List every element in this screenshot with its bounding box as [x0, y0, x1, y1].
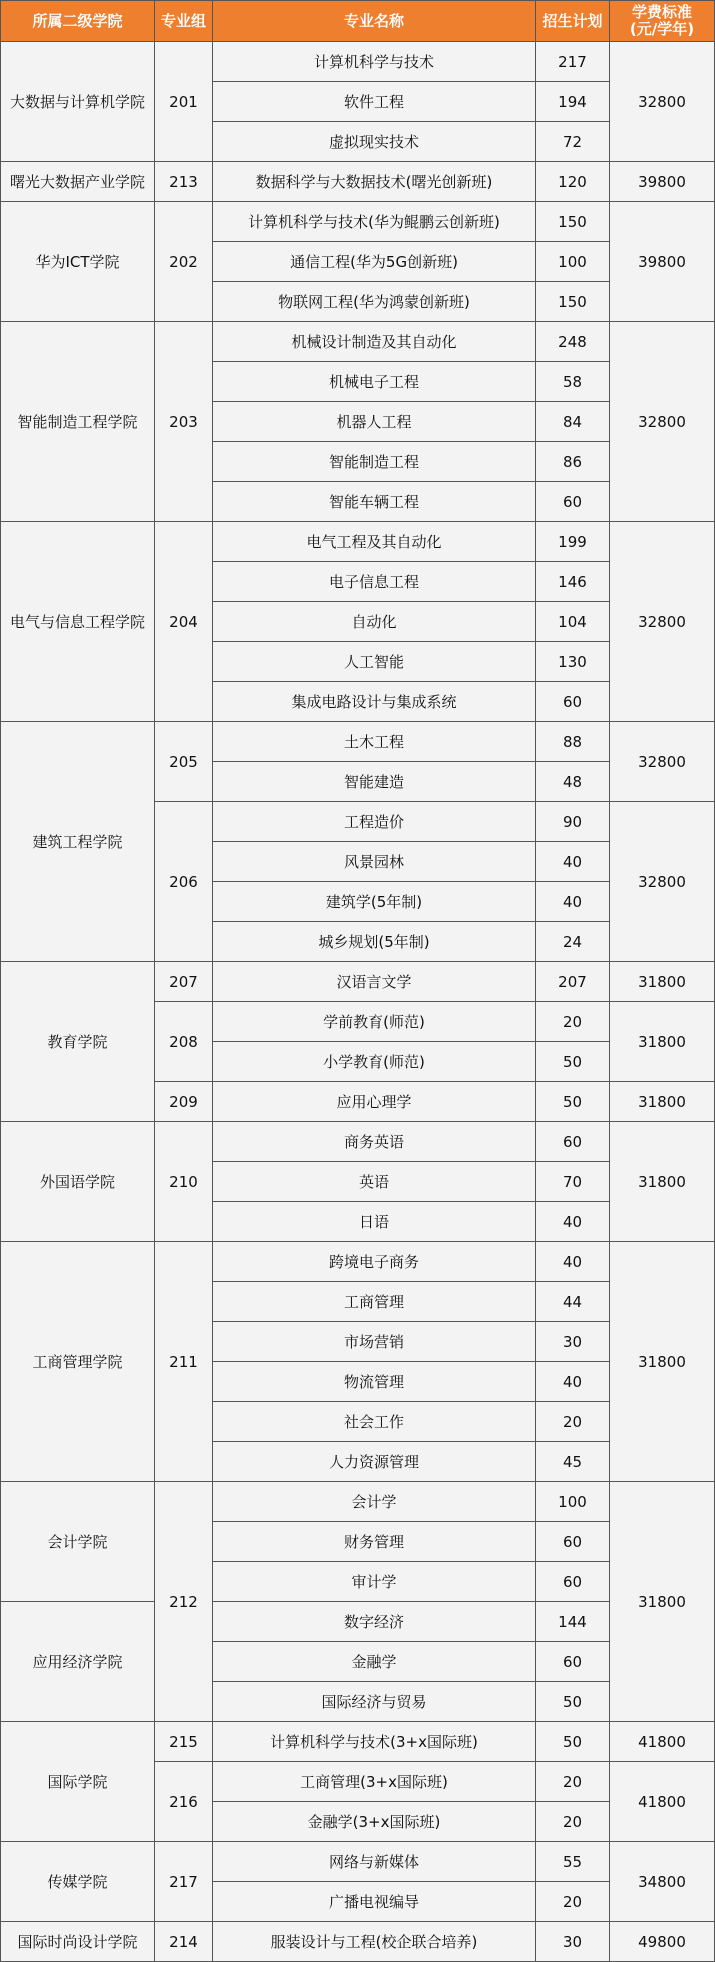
major-name-cell: 小学教育(师范) — [213, 1042, 536, 1082]
plan-count-cell: 130 — [536, 642, 610, 682]
header-group: 专业组 — [155, 1, 213, 42]
major-name-cell: 物流管理 — [213, 1362, 536, 1402]
group-code-cell: 209 — [155, 1082, 213, 1122]
major-name-cell: 应用心理学 — [213, 1082, 536, 1122]
plan-count-cell: 60 — [536, 682, 610, 722]
header-fee — [610, 1, 715, 42]
plan-count-cell: 20 — [536, 1762, 610, 1802]
major-name-cell: 智能建造 — [213, 762, 536, 802]
header-fee-line1: 学费标准 — [631, 3, 692, 21]
plan-count-cell: 45 — [536, 1442, 610, 1482]
table-row — [1, 1722, 715, 1762]
tuition-fee-cell: 31800 — [610, 1242, 715, 1482]
major-name-cell: 自动化 — [213, 602, 536, 642]
header-college: 所属二级学院 — [1, 1, 155, 42]
table-row — [1, 1242, 715, 1282]
major-name-cell: 软件工程 — [213, 82, 536, 122]
table-row — [1, 1922, 715, 1962]
major-name-cell: 风景园林 — [213, 842, 536, 882]
plan-count-cell: 146 — [536, 562, 610, 602]
tuition-fee-cell: 31800 — [610, 1122, 715, 1242]
plan-count-cell: 60 — [536, 1522, 610, 1562]
tuition-fee-cell: 31800 — [610, 962, 715, 1002]
tuition-fee-cell: 41800 — [610, 1762, 715, 1842]
major-name-cell: 城乡规划(5年制) — [213, 922, 536, 962]
plan-count-cell: 48 — [536, 762, 610, 802]
plan-count-cell: 150 — [536, 202, 610, 242]
major-name-cell: 人力资源管理 — [213, 1442, 536, 1482]
tuition-fee-cell: 39800 — [610, 202, 715, 322]
plan-count-cell: 40 — [536, 1242, 610, 1282]
table-header — [1, 1, 715, 42]
major-name-cell: 数据科学与大数据技术(曙光创新班) — [213, 162, 536, 202]
plan-count-cell: 40 — [536, 1202, 610, 1242]
plan-count-cell: 50 — [536, 1082, 610, 1122]
table-row — [1, 1122, 715, 1162]
table-row — [1, 1482, 715, 1522]
group-code-cell: 205 — [155, 722, 213, 802]
group-code-cell: 214 — [155, 1922, 213, 1962]
plan-count-cell: 207 — [536, 962, 610, 1002]
major-name-cell: 跨境电子商务 — [213, 1242, 536, 1282]
plan-count-cell: 70 — [536, 1162, 610, 1202]
major-name-cell: 电气工程及其自动化 — [213, 522, 536, 562]
plan-count-cell: 194 — [536, 82, 610, 122]
plan-count-cell: 20 — [536, 1802, 610, 1842]
plan-count-cell: 30 — [536, 1322, 610, 1362]
major-name-cell: 计算机科学与技术(3+x国际班) — [213, 1722, 536, 1762]
plan-count-cell: 20 — [536, 1402, 610, 1442]
college-name-cell: 传媒学院 — [1, 1842, 155, 1922]
plan-count-cell: 217 — [536, 42, 610, 82]
plan-count-cell: 248 — [536, 322, 610, 362]
plan-count-cell: 20 — [536, 1002, 610, 1042]
major-name-cell: 审计学 — [213, 1562, 536, 1602]
plan-count-cell: 60 — [536, 482, 610, 522]
group-code-cell: 210 — [155, 1122, 213, 1242]
tuition-fee-cell: 32800 — [610, 322, 715, 522]
plan-count-cell: 30 — [536, 1922, 610, 1962]
header-major: 专业名称 — [213, 1, 536, 42]
major-name-cell: 广播电视编导 — [213, 1882, 536, 1922]
plan-count-cell: 60 — [536, 1642, 610, 1682]
major-name-cell: 服装设计与工程(校企联合培养) — [213, 1922, 536, 1962]
tuition-fee-cell: 32800 — [610, 802, 715, 962]
major-name-cell: 学前教育(师范) — [213, 1002, 536, 1042]
plan-count-cell: 199 — [536, 522, 610, 562]
plan-count-cell: 100 — [536, 242, 610, 282]
plan-count-cell: 84 — [536, 402, 610, 442]
table-row — [1, 522, 715, 562]
plan-count-cell: 90 — [536, 802, 610, 842]
group-code-cell: 208 — [155, 1002, 213, 1082]
plan-count-cell: 50 — [536, 1722, 610, 1762]
plan-count-cell: 86 — [536, 442, 610, 482]
plan-count-cell: 100 — [536, 1482, 610, 1522]
plan-count-cell: 50 — [536, 1042, 610, 1082]
major-name-cell: 机械电子工程 — [213, 362, 536, 402]
major-name-cell: 集成电路设计与集成系统 — [213, 682, 536, 722]
college-name-cell: 曙光大数据产业学院 — [1, 162, 155, 202]
group-code-cell: 206 — [155, 802, 213, 962]
major-name-cell: 土木工程 — [213, 722, 536, 762]
tuition-fee-cell: 49800 — [610, 1922, 715, 1962]
major-name-cell: 金融学(3+x国际班) — [213, 1802, 536, 1842]
college-name-cell: 建筑工程学院 — [1, 722, 155, 962]
group-code-cell: 213 — [155, 162, 213, 202]
plan-count-cell: 58 — [536, 362, 610, 402]
major-name-cell: 财务管理 — [213, 1522, 536, 1562]
major-name-cell: 汉语言文学 — [213, 962, 536, 1002]
plan-count-cell: 40 — [536, 842, 610, 882]
major-name-cell: 国际经济与贸易 — [213, 1682, 536, 1722]
plan-count-cell: 44 — [536, 1282, 610, 1322]
major-name-cell: 人工智能 — [213, 642, 536, 682]
plan-count-cell: 120 — [536, 162, 610, 202]
college-name-cell: 外国语学院 — [1, 1122, 155, 1242]
plan-count-cell: 55 — [536, 1842, 610, 1882]
plan-count-cell: 20 — [536, 1882, 610, 1922]
tuition-fee-cell: 31800 — [610, 1082, 715, 1122]
major-name-cell: 机械设计制造及其自动化 — [213, 322, 536, 362]
group-code-cell: 201 — [155, 42, 213, 162]
college-name-cell: 国际时尚设计学院 — [1, 1922, 155, 1962]
tuition-fee-cell: 41800 — [610, 1722, 715, 1762]
major-name-cell: 电子信息工程 — [213, 562, 536, 602]
major-name-cell: 数字经济 — [213, 1602, 536, 1642]
plan-count-cell: 50 — [536, 1682, 610, 1722]
college-name-cell: 大数据与计算机学院 — [1, 42, 155, 162]
group-code-cell: 207 — [155, 962, 213, 1002]
plan-count-cell: 60 — [536, 1122, 610, 1162]
plan-count-cell: 60 — [536, 1562, 610, 1602]
table-row — [1, 722, 715, 762]
group-code-cell: 217 — [155, 1842, 213, 1922]
header-row — [1, 1, 715, 42]
major-name-cell: 金融学 — [213, 1642, 536, 1682]
group-code-cell: 202 — [155, 202, 213, 322]
major-name-cell: 机器人工程 — [213, 402, 536, 442]
college-name-cell: 工商管理学院 — [1, 1242, 155, 1482]
major-name-cell: 工商管理 — [213, 1282, 536, 1322]
table-row — [1, 202, 715, 242]
tuition-fee-cell: 39800 — [610, 162, 715, 202]
college-name-cell: 教育学院 — [1, 962, 155, 1122]
major-name-cell: 会计学 — [213, 1482, 536, 1522]
plan-count-cell: 104 — [536, 602, 610, 642]
group-code-cell: 203 — [155, 322, 213, 522]
plan-count-cell: 144 — [536, 1602, 610, 1642]
group-code-cell: 216 — [155, 1762, 213, 1842]
major-name-cell: 建筑学(5年制) — [213, 882, 536, 922]
major-name-cell: 计算机科学与技术(华为鲲鹏云创新班) — [213, 202, 536, 242]
college-name-cell: 华为ICT学院 — [1, 202, 155, 322]
major-name-cell: 智能制造工程 — [213, 442, 536, 482]
college-name-cell: 电气与信息工程学院 — [1, 522, 155, 722]
plan-count-cell: 88 — [536, 722, 610, 762]
major-name-cell: 日语 — [213, 1202, 536, 1242]
table-row — [1, 162, 715, 202]
table-row — [1, 42, 715, 82]
tuition-fee-cell: 34800 — [610, 1842, 715, 1922]
plan-count-cell: 150 — [536, 282, 610, 322]
major-name-cell: 通信工程(华为5G创新班) — [213, 242, 536, 282]
major-name-cell: 网络与新媒体 — [213, 1842, 536, 1882]
major-name-cell: 物联网工程(华为鸿蒙创新班) — [213, 282, 536, 322]
plan-count-cell: 24 — [536, 922, 610, 962]
tuition-fee-cell: 31800 — [610, 1482, 715, 1722]
major-name-cell: 虚拟现实技术 — [213, 122, 536, 162]
group-code-cell: 215 — [155, 1722, 213, 1762]
plan-count-cell: 40 — [536, 882, 610, 922]
group-code-cell: 212 — [155, 1482, 213, 1722]
group-code-cell: 211 — [155, 1242, 213, 1482]
plan-count-cell: 40 — [536, 1362, 610, 1402]
tuition-fee-cell: 32800 — [610, 42, 715, 162]
tuition-fee-cell: 32800 — [610, 522, 715, 722]
table-row — [1, 1602, 715, 1642]
header-plan: 招生计划 — [536, 1, 610, 42]
plan-count-cell: 72 — [536, 122, 610, 162]
table-row — [1, 1842, 715, 1882]
header-fee-line2: (元/学年) — [629, 20, 695, 38]
group-code-cell: 204 — [155, 522, 213, 722]
college-name-cell: 会计学院 — [1, 1482, 155, 1602]
college-name-cell: 智能制造工程学院 — [1, 322, 155, 522]
major-name-cell: 市场营销 — [213, 1322, 536, 1362]
major-name-cell: 工商管理(3+x国际班) — [213, 1762, 536, 1802]
major-name-cell: 智能车辆工程 — [213, 482, 536, 522]
major-name-cell: 工程造价 — [213, 802, 536, 842]
college-name-cell: 国际学院 — [1, 1722, 155, 1842]
major-name-cell: 社会工作 — [213, 1402, 536, 1442]
major-name-cell: 英语 — [213, 1162, 536, 1202]
tuition-fee-cell: 32800 — [610, 722, 715, 802]
tuition-fee-cell: 31800 — [610, 1002, 715, 1082]
table-row — [1, 962, 715, 1002]
major-name-cell: 商务英语 — [213, 1122, 536, 1162]
table-body — [1, 42, 715, 1962]
table-row — [1, 322, 715, 362]
major-name-cell: 计算机科学与技术 — [213, 42, 536, 82]
college-name-cell: 应用经济学院 — [1, 1602, 155, 1722]
